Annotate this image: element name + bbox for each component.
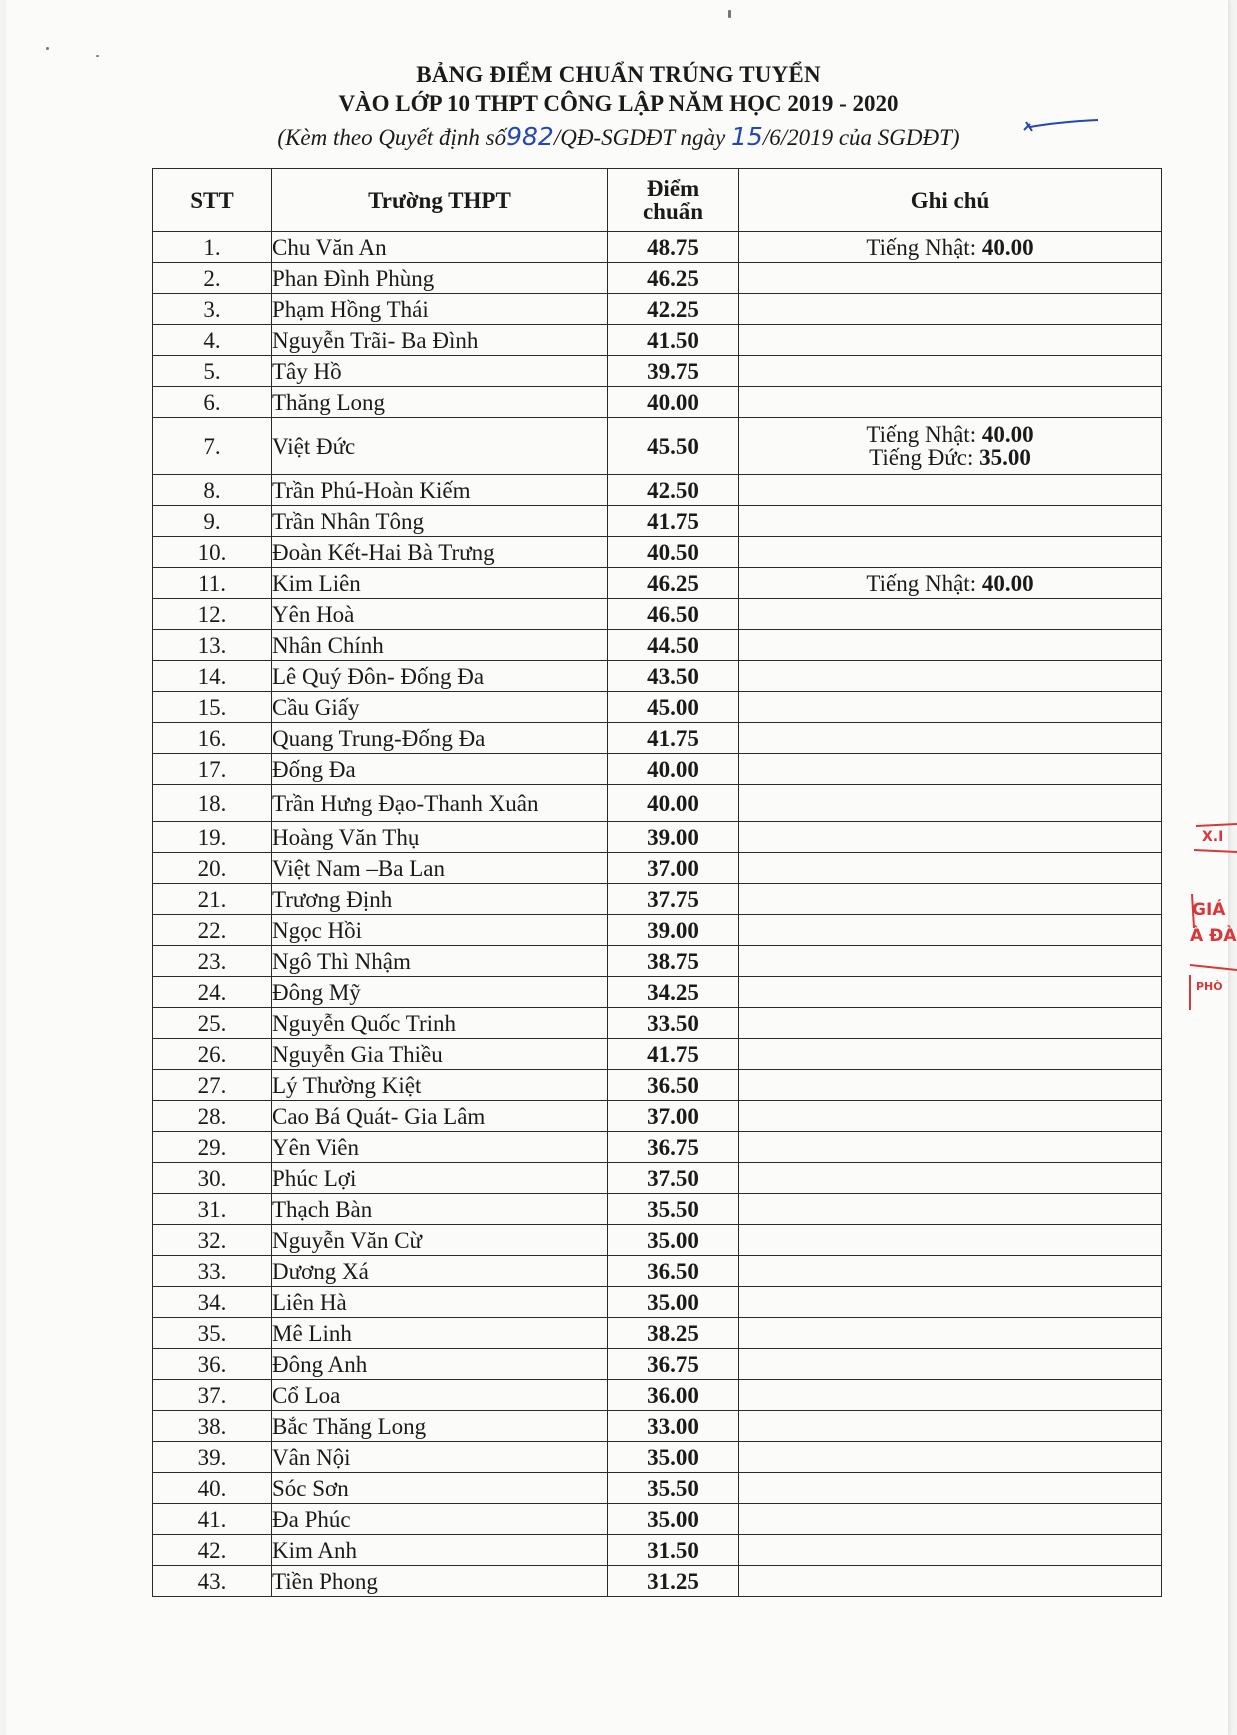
table-row xyxy=(153,1256,1162,1287)
row-note xyxy=(739,1349,1162,1380)
row-school-name: Lý Thường Kiệt xyxy=(272,1070,608,1101)
table-row xyxy=(153,475,1162,506)
row-note xyxy=(739,418,1162,475)
row-note xyxy=(739,599,1162,630)
stamp-fragment: À ĐÀ xyxy=(1190,926,1237,946)
row-school-name: Đoàn Kết-Hai Bà Trưng xyxy=(272,537,608,568)
row-stt: 40. xyxy=(153,1473,272,1504)
row-school-name: Đống Đa xyxy=(272,754,608,785)
row-cutoff-score: 37.75 xyxy=(608,884,739,915)
row-note xyxy=(739,630,1162,661)
row-note xyxy=(739,356,1162,387)
table-row xyxy=(153,599,1162,630)
row-note xyxy=(739,915,1162,946)
table-row xyxy=(153,263,1162,294)
row-stt: 17. xyxy=(153,754,272,785)
row-stt: 18. xyxy=(153,785,272,822)
table-row xyxy=(153,537,1162,568)
row-cutoff-score: 35.50 xyxy=(608,1473,739,1504)
table-row xyxy=(153,1132,1162,1163)
table-row xyxy=(153,785,1162,822)
table-row xyxy=(153,1411,1162,1442)
table-row xyxy=(153,915,1162,946)
row-stt: 20. xyxy=(153,853,272,884)
row-school-name: Kim Liên xyxy=(272,568,608,599)
table-row xyxy=(153,1039,1162,1070)
table-row xyxy=(153,325,1162,356)
row-school-name: Trương Định xyxy=(272,884,608,915)
row-school-name: Hoàng Văn Thụ xyxy=(272,822,608,853)
row-stt: 26. xyxy=(153,1039,272,1070)
table-row xyxy=(153,1380,1162,1411)
table-row xyxy=(153,568,1162,599)
row-note xyxy=(739,506,1162,537)
row-school-name: Thạch Bàn xyxy=(272,1194,608,1225)
table-row xyxy=(153,661,1162,692)
row-cutoff-score: 37.00 xyxy=(608,853,739,884)
row-stt: 34. xyxy=(153,1287,272,1318)
row-note xyxy=(739,537,1162,568)
row-school-name: Phạm Hồng Thái xyxy=(272,294,608,325)
column-header-score-text: Điểm chuẩn xyxy=(642,176,704,224)
row-cutoff-score: 36.50 xyxy=(608,1256,739,1287)
table-row xyxy=(153,692,1162,723)
row-note xyxy=(739,1225,1162,1256)
row-note xyxy=(739,661,1162,692)
row-school-name: Ngô Thì Nhậm xyxy=(272,946,608,977)
table-row xyxy=(153,853,1162,884)
table-header-row xyxy=(153,169,1162,232)
row-note xyxy=(739,723,1162,754)
row-school-name: Đông Anh xyxy=(272,1349,608,1380)
row-note xyxy=(739,1163,1162,1194)
row-note xyxy=(739,1411,1162,1442)
row-cutoff-score: 45.50 xyxy=(608,418,739,475)
row-cutoff-score: 46.25 xyxy=(608,568,739,599)
row-school-name: Ngọc Hồi xyxy=(272,915,608,946)
row-school-name: Yên Viên xyxy=(272,1132,608,1163)
row-school-name: Lê Quý Đôn- Đống Đa xyxy=(272,661,608,692)
row-stt: 6. xyxy=(153,387,272,418)
row-stt: 32. xyxy=(153,1225,272,1256)
admission-score-table xyxy=(152,168,1162,1597)
row-cutoff-score: 38.75 xyxy=(608,946,739,977)
row-school-name: Kim Anh xyxy=(272,1535,608,1566)
row-stt: 3. xyxy=(153,294,272,325)
row-school-name: Phúc Lợi xyxy=(272,1163,608,1194)
document-subtitle: VÀO LỚP 10 THPT CÔNG LẬP NĂM HỌC 2019 - 2020 xyxy=(338,91,899,116)
table-row xyxy=(153,1101,1162,1132)
table-row xyxy=(153,946,1162,977)
row-stt: 25. xyxy=(153,1008,272,1039)
table-row xyxy=(153,1225,1162,1256)
note-line: Tiếng Nhật: 40.00 xyxy=(866,234,1034,260)
row-stt: 24. xyxy=(153,977,272,1008)
table-row xyxy=(153,1070,1162,1101)
table-row xyxy=(153,1504,1162,1535)
row-stt: 23. xyxy=(153,946,272,977)
row-note xyxy=(739,1039,1162,1070)
row-school-name: Nguyễn Gia Thiều xyxy=(272,1039,608,1070)
row-cutoff-score: 40.00 xyxy=(608,785,739,822)
table-row xyxy=(153,723,1162,754)
row-school-name: Cầu Giấy xyxy=(272,692,608,723)
table-row xyxy=(153,977,1162,1008)
row-stt: 13. xyxy=(153,630,272,661)
row-stt: 33. xyxy=(153,1256,272,1287)
row-stt: 29. xyxy=(153,1132,272,1163)
row-cutoff-score: 40.00 xyxy=(608,754,739,785)
row-stt: 10. xyxy=(153,537,272,568)
row-note xyxy=(739,692,1162,723)
row-cutoff-score: 35.00 xyxy=(608,1287,739,1318)
row-cutoff-score: 36.75 xyxy=(608,1349,739,1380)
row-stt: 42. xyxy=(153,1535,272,1566)
row-cutoff-score: 45.00 xyxy=(608,692,739,723)
row-note xyxy=(739,977,1162,1008)
row-cutoff-score: 39.00 xyxy=(608,822,739,853)
row-note xyxy=(739,475,1162,506)
row-cutoff-score: 34.25 xyxy=(608,977,739,1008)
row-cutoff-score: 39.00 xyxy=(608,915,739,946)
row-cutoff-score: 43.50 xyxy=(608,661,739,692)
scan-speck xyxy=(728,10,731,18)
table-row xyxy=(153,1008,1162,1039)
scan-speck xyxy=(46,47,49,50)
row-school-name: Tiền Phong xyxy=(272,1566,608,1597)
table-row xyxy=(153,356,1162,387)
stamp-fragment: GIÁ xyxy=(1192,900,1226,920)
row-stt: 35. xyxy=(153,1318,272,1349)
row-note xyxy=(739,1566,1162,1597)
handwritten-decision-number: 982 xyxy=(506,122,554,151)
table-row xyxy=(153,1318,1162,1349)
row-stt: 7. xyxy=(153,418,272,475)
table-row xyxy=(153,1194,1162,1225)
row-stt: 36. xyxy=(153,1349,272,1380)
row-note xyxy=(739,263,1162,294)
row-note xyxy=(739,1194,1162,1225)
row-school-name: Thăng Long xyxy=(272,387,608,418)
row-cutoff-score: 44.50 xyxy=(608,630,739,661)
row-note xyxy=(739,754,1162,785)
row-stt: 15. xyxy=(153,692,272,723)
decision-prefix: (Kèm theo Quyết định số xyxy=(277,125,507,150)
row-school-name: Việt Nam –Ba Lan xyxy=(272,853,608,884)
row-stt: 41. xyxy=(153,1504,272,1535)
row-note xyxy=(739,325,1162,356)
column-header-stt: STT xyxy=(153,169,272,232)
row-cutoff-score: 31.50 xyxy=(608,1535,739,1566)
document-title: BẢNG ĐIỂM CHUẨN TRÚNG TUYỂN xyxy=(416,62,821,87)
row-stt: 21. xyxy=(153,884,272,915)
row-note xyxy=(739,1132,1162,1163)
row-stt: 1. xyxy=(153,232,272,263)
row-stt: 2. xyxy=(153,263,272,294)
row-cutoff-score: 37.00 xyxy=(608,1101,739,1132)
row-note xyxy=(739,1070,1162,1101)
table-row xyxy=(153,630,1162,661)
row-note xyxy=(739,853,1162,884)
row-note xyxy=(739,822,1162,853)
row-cutoff-score: 35.00 xyxy=(608,1442,739,1473)
table-row xyxy=(153,1473,1162,1504)
row-school-name: Đa Phúc xyxy=(272,1504,608,1535)
row-school-name: Trần Phú-Hoàn Kiếm xyxy=(272,475,608,506)
table-row xyxy=(153,884,1162,915)
table-row xyxy=(153,1535,1162,1566)
row-note xyxy=(739,1535,1162,1566)
table-row xyxy=(153,418,1162,475)
row-note xyxy=(739,1008,1162,1039)
row-note xyxy=(739,1380,1162,1411)
row-stt: 5. xyxy=(153,356,272,387)
row-cutoff-score: 46.25 xyxy=(608,263,739,294)
row-school-name: Trần Nhân Tông xyxy=(272,506,608,537)
row-note xyxy=(739,1318,1162,1349)
column-header-note: Ghi chú xyxy=(739,169,1162,232)
red-stamp xyxy=(1184,820,1237,1020)
table-row xyxy=(153,294,1162,325)
row-cutoff-score: 31.25 xyxy=(608,1566,739,1597)
table-row xyxy=(153,1287,1162,1318)
row-stt: 4. xyxy=(153,325,272,356)
table-row xyxy=(153,754,1162,785)
row-stt: 37. xyxy=(153,1380,272,1411)
row-cutoff-score: 46.50 xyxy=(608,599,739,630)
row-cutoff-score: 39.75 xyxy=(608,356,739,387)
row-school-name: Phan Đình Phùng xyxy=(272,263,608,294)
row-stt: 12. xyxy=(153,599,272,630)
table-row xyxy=(153,1163,1162,1194)
row-cutoff-score: 38.25 xyxy=(608,1318,739,1349)
row-note xyxy=(739,1256,1162,1287)
stamp-fragment: X.I xyxy=(1202,829,1224,845)
row-school-name: Việt Đức xyxy=(272,418,608,475)
row-note xyxy=(739,946,1162,977)
row-cutoff-score: 33.00 xyxy=(608,1411,739,1442)
row-cutoff-score: 42.25 xyxy=(608,294,739,325)
row-cutoff-score: 35.50 xyxy=(608,1194,739,1225)
row-note xyxy=(739,884,1162,915)
table-row xyxy=(153,506,1162,537)
table-row xyxy=(153,1566,1162,1597)
row-school-name: Nguyễn Trãi- Ba Đình xyxy=(272,325,608,356)
row-school-name: Yên Hoà xyxy=(272,599,608,630)
decision-suffix: /6/2019 của SGDĐT) xyxy=(762,125,960,150)
row-school-name: Quang Trung-Đống Đa xyxy=(272,723,608,754)
row-cutoff-score: 41.75 xyxy=(608,1039,739,1070)
row-school-name: Dương Xá xyxy=(272,1256,608,1287)
row-school-name: Mê Linh xyxy=(272,1318,608,1349)
row-cutoff-score: 41.75 xyxy=(608,506,739,537)
row-stt: 31. xyxy=(153,1194,272,1225)
row-cutoff-score: 41.50 xyxy=(608,325,739,356)
row-cutoff-score: 40.50 xyxy=(608,537,739,568)
note-line: Tiếng Đức: 35.00 xyxy=(869,445,1031,470)
table-row xyxy=(153,1349,1162,1380)
row-cutoff-score: 36.75 xyxy=(608,1132,739,1163)
row-school-name: Sóc Sơn xyxy=(272,1473,608,1504)
row-stt: 11. xyxy=(153,568,272,599)
scan-speck xyxy=(96,55,99,57)
row-stt: 43. xyxy=(153,1566,272,1597)
row-stt: 27. xyxy=(153,1070,272,1101)
row-stt: 9. xyxy=(153,506,272,537)
row-stt: 22. xyxy=(153,915,272,946)
row-school-name: Bắc Thăng Long xyxy=(272,1411,608,1442)
stamp-fragment: PHÒ xyxy=(1196,980,1223,993)
row-note xyxy=(739,1287,1162,1318)
row-note xyxy=(739,387,1162,418)
table-row xyxy=(153,1442,1162,1473)
row-cutoff-score: 37.50 xyxy=(608,1163,739,1194)
row-stt: 39. xyxy=(153,1442,272,1473)
row-school-name: Trần Hưng Đạo-Thanh Xuân xyxy=(272,785,608,822)
row-school-name: Cao Bá Quát- Gia Lâm xyxy=(272,1101,608,1132)
row-stt: 8. xyxy=(153,475,272,506)
row-school-name: Liên Hà xyxy=(272,1287,608,1318)
row-school-name: Nhân Chính xyxy=(272,630,608,661)
row-cutoff-score: 35.00 xyxy=(608,1225,739,1256)
row-cutoff-score: 35.00 xyxy=(608,1504,739,1535)
row-cutoff-score: 42.50 xyxy=(608,475,739,506)
row-school-name: Chu Văn An xyxy=(272,232,608,263)
row-note xyxy=(739,785,1162,822)
row-cutoff-score: 41.75 xyxy=(608,723,739,754)
table-row xyxy=(153,387,1162,418)
handwritten-stroke xyxy=(1022,118,1100,132)
row-stt: 30. xyxy=(153,1163,272,1194)
row-cutoff-score: 33.50 xyxy=(608,1008,739,1039)
row-note xyxy=(739,1442,1162,1473)
row-note xyxy=(739,232,1162,263)
row-school-name: Vân Nội xyxy=(272,1442,608,1473)
row-school-name: Nguyễn Quốc Trinh xyxy=(272,1008,608,1039)
row-stt: 19. xyxy=(153,822,272,853)
table-row xyxy=(153,822,1162,853)
row-school-name: Tây Hồ xyxy=(272,356,608,387)
row-stt: 28. xyxy=(153,1101,272,1132)
row-note xyxy=(739,568,1162,599)
row-note xyxy=(739,294,1162,325)
row-cutoff-score: 36.50 xyxy=(608,1070,739,1101)
row-note xyxy=(739,1504,1162,1535)
row-cutoff-score: 40.00 xyxy=(608,387,739,418)
decision-mid: /QĐ-SGDĐT ngày xyxy=(553,125,726,150)
table-row xyxy=(153,232,1162,263)
note-line: Tiếng Nhật: 40.00 xyxy=(866,570,1034,596)
row-cutoff-score: 36.00 xyxy=(608,1380,739,1411)
row-stt: 14. xyxy=(153,661,272,692)
row-school-name: Đông Mỹ xyxy=(272,977,608,1008)
row-cutoff-score: 48.75 xyxy=(608,232,739,263)
column-header-score xyxy=(608,169,739,232)
row-school-name: Cổ Loa xyxy=(272,1380,608,1411)
note-line: Tiếng Nhật: 40.00 xyxy=(866,422,1034,447)
row-stt: 38. xyxy=(153,1411,272,1442)
row-school-name: Nguyễn Văn Cừ xyxy=(272,1225,608,1256)
row-note xyxy=(739,1101,1162,1132)
handwritten-day: 15 xyxy=(731,122,763,151)
column-header-school: Trường THPT xyxy=(272,169,608,232)
row-note xyxy=(739,1473,1162,1504)
row-stt: 16. xyxy=(153,723,272,754)
